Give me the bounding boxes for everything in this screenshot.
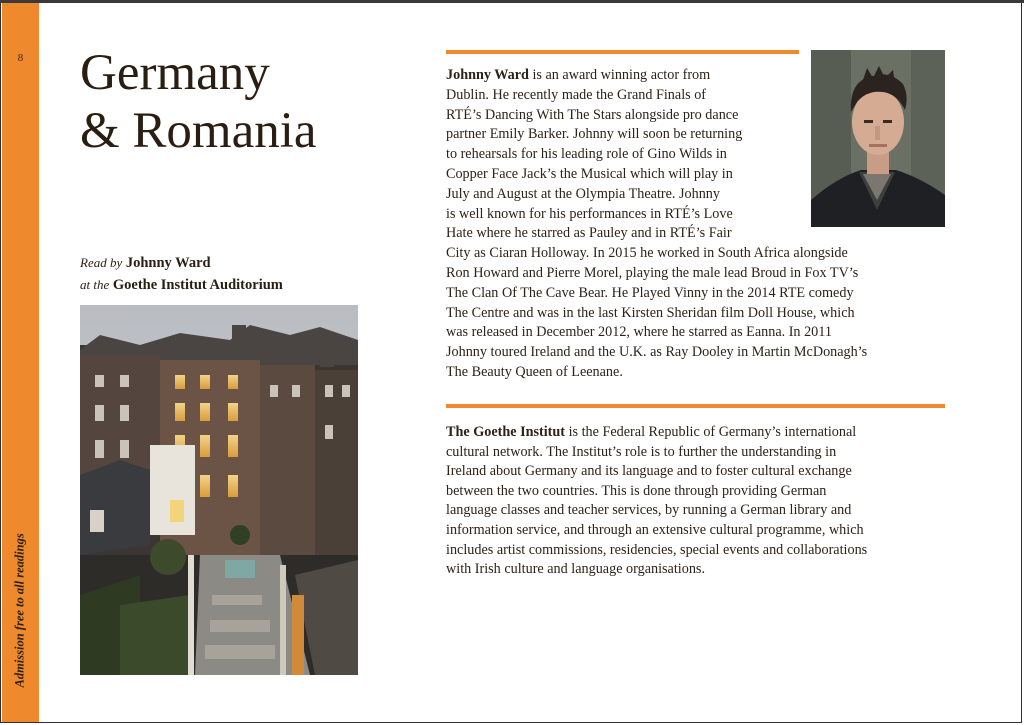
page-number: 8 [17, 52, 24, 64]
goethe-paragraph [446, 423, 956, 580]
bio-line: Ron Howard and Pierre Morel, playing the male lead Broud in Fox TV’s [446, 264, 859, 281]
bio-line: City as Ciaran Holloway. In 2015 he worked in South Africa alongside [446, 245, 848, 262]
bio-paragraph [446, 66, 946, 383]
goethe-rule [446, 404, 945, 408]
bio-line: The Beauty Queen of Leenane. [446, 363, 623, 380]
bio-line: RTÉ’s Dancing With The Stars alongside pro dance [446, 106, 739, 123]
title-line-1: Germany [80, 45, 270, 101]
goethe-line: cultural network. The Institut’s role is to further the understanding in [446, 443, 837, 460]
goethe-line: between the two countries. This is done through providing German [446, 482, 827, 499]
read-by-prefix: Read by [80, 255, 123, 270]
sidebar-admission-text: Admission free to all readings [12, 533, 27, 688]
bio-line: partner Emily Barker. Johnny will soon be returning [446, 126, 743, 143]
bio-line: Dublin. He recently made the Grand Finals of [446, 86, 707, 103]
reader-name: Johnny Ward [125, 255, 211, 271]
bio-line [446, 66, 946, 86]
bio-line-text: is an award winning actor from [528, 67, 711, 83]
goethe-line [446, 423, 956, 443]
venue-line [80, 274, 283, 296]
top-border [0, 0, 1024, 3]
bio-line: Johnny toured Ireland and the U.K. as Ray Dooley in Martin McDonagh’s [446, 344, 868, 361]
goethe-line: includes artist commissions, residencies, special events and collaborations [446, 541, 868, 558]
goethe-line: with Irish culture and language organisations. [446, 561, 705, 578]
venue-prefix: at the [80, 277, 110, 292]
bio-rule [446, 50, 799, 54]
page-title [80, 44, 317, 160]
bio-line: Hate where he starred as Pauley and in RTÉ’s Fair [446, 225, 732, 242]
building-photo-art [80, 305, 358, 675]
goethe-lead-name: The Goethe Institut [446, 424, 566, 440]
bio-line: Copper Face Jack’s the Musical which will play in [446, 165, 733, 182]
goethe-line: language classes and teacher services, by running a German library and [446, 502, 852, 519]
title-line-2: & Romania [80, 103, 317, 159]
goethe-line-text: is the Federal Republic of Germany’s international [565, 424, 857, 440]
bio-line: to rehearsals for his leading role of Gino Wilds in [446, 146, 727, 163]
bio-lead-name: Johnny Ward [446, 67, 529, 83]
bio-line: was released in December 2012, where he starred as Eanna. In 2011 [446, 324, 832, 341]
goethe-building-photo [80, 305, 358, 675]
reading-credit [80, 252, 283, 296]
bio-line: July and August at the Olympia Theatre. Johnny [446, 185, 720, 202]
bio-line: is well known for his performances in RTÉ’s Love [446, 205, 733, 222]
goethe-line: Ireland about Germany and its language and to foster cultural exchange [446, 463, 852, 480]
venue-name: Goethe Institut Auditorium [112, 277, 283, 293]
bio-line: The Centre and was in the last Kirsten Sheridan film Doll House, which [446, 304, 855, 321]
reader-line [80, 252, 283, 274]
goethe-line: information service, and through an extensive cultural programme, which [446, 521, 864, 538]
bio-line: The Clan Of The Cave Bear. He Played Vinny in the 2014 RTE comedy [446, 284, 854, 301]
